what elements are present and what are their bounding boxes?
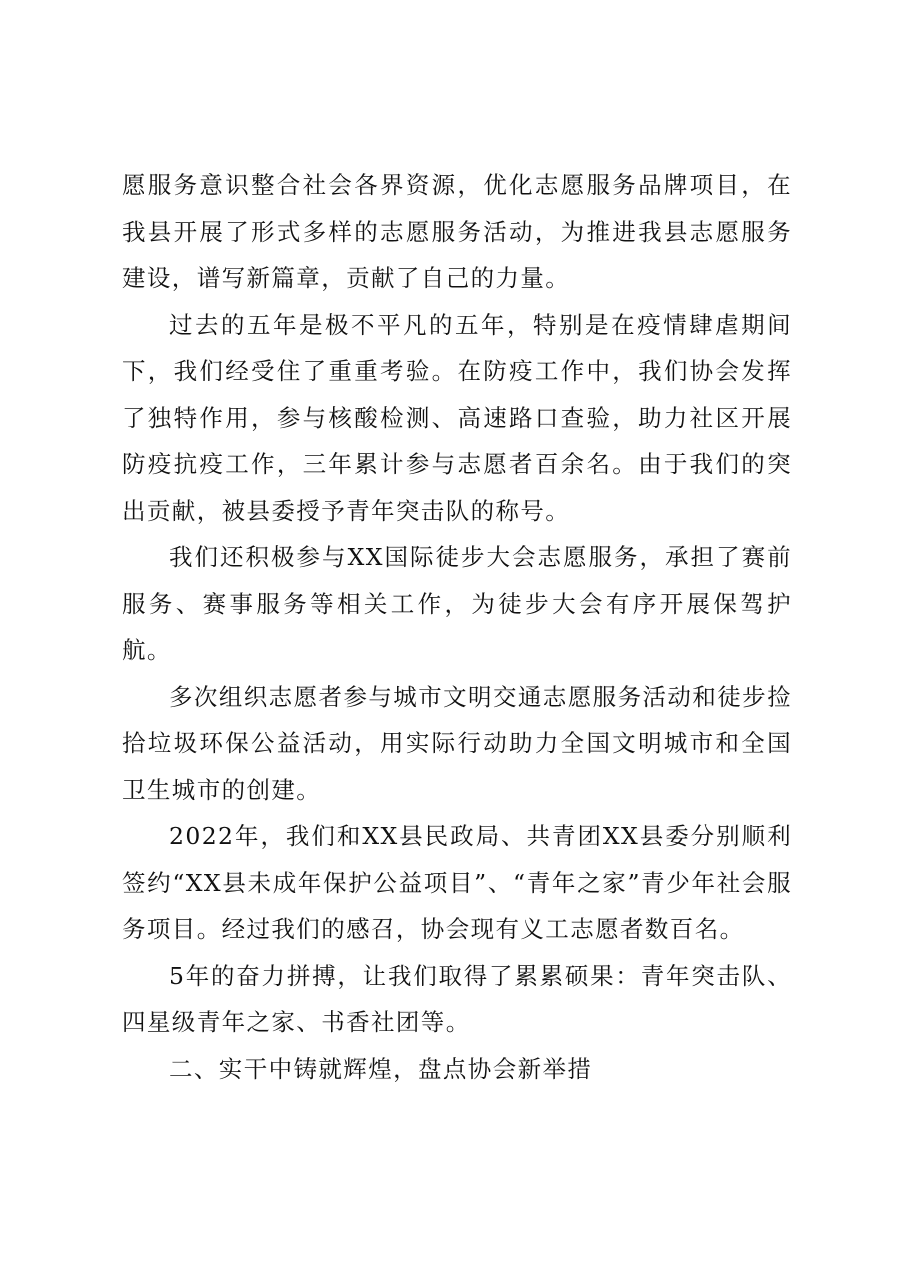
paragraph-hiking-conference: 我们还积极参与XX国际徒步大会志愿服务，承担了赛前服务、赛事服务等相关工作，为徒步大会有序开展保驾护航。 [122, 543, 792, 664]
paragraph-achievements: 5年的奋力拼搏，让我们取得了累累硕果：青年突击队、四星级青年之家、书香社团等。 [122, 961, 792, 1036]
document-body [122, 162, 792, 1092]
paragraph-continuation: 愿服务意识整合社会各界资源，优化志愿服务品牌项目，在我县开展了形式多样的志愿服务活动，为推进我县志愿服务建设，谱写新篇章，贡献了自己的力量。 [122, 171, 792, 292]
section-heading: 二、实干中铸就辉煌，盘点协会新举措 [169, 1054, 593, 1083]
paragraph-civilized-city: 多次组织志愿者参与城市文明交通志愿服务活动和徒步捡拾垃圾环保公益活动，用实际行动助力全国文明城市和全国卫生城市的创建。 [122, 682, 792, 804]
paragraph-2022-projects: 2022年，我们和XX县民政局、共青团XX县委分别顺利签约“XX县未成年保护公益项目”、“青年之家”青少年社会服务项目。经过我们的感召，协会现有义工志愿者数百名。 [122, 822, 792, 943]
paragraph-pandemic-work: 过去的五年是极不平凡的五年，特别是在疫情肆虐期间下，我们经受住了重重考验。在防疫工作中，我们协会发挥了独特作用，参与核酸检测、高速路口查验，助力社区开展防疫抗疫工作，三年累计参与志愿者百余名。由于我们的突出贡献，被县委授予青年突击队的称号。 [122, 310, 792, 525]
